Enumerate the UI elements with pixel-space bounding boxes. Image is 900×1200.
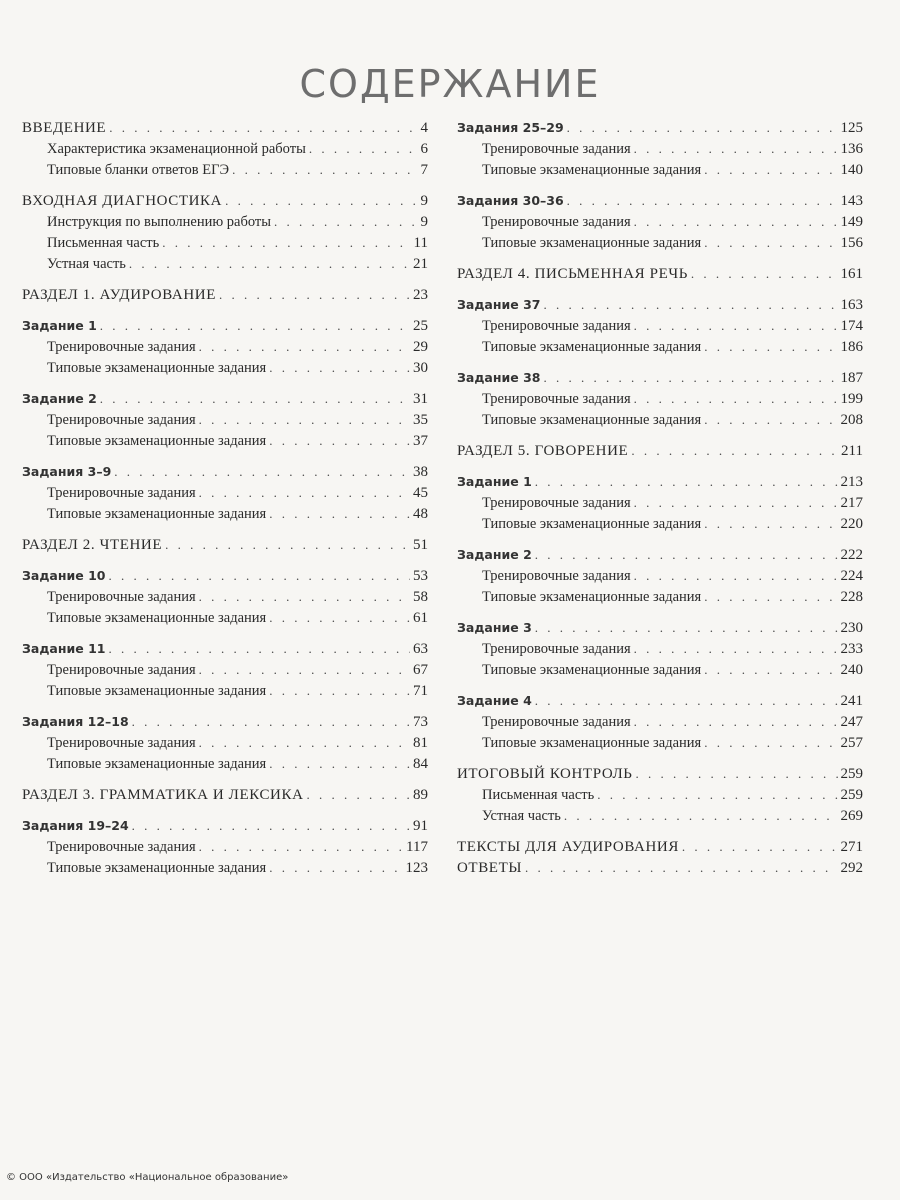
toc-entry-title: Тренировочные задания [482,714,631,730]
toc-gap [22,631,428,641]
toc-sub-row[interactable] [457,370,863,391]
toc-section-row[interactable] [457,443,863,464]
toc-item-row[interactable] [457,214,863,235]
toc-sub-row[interactable] [22,464,428,485]
toc-page-number: 233 [840,641,863,657]
toc-item-row[interactable] [22,839,428,860]
dot-leader [199,339,410,355]
toc-page-number: 30 [413,360,428,376]
toc-entry-title: Характеристика экзаменационной работы [47,141,306,157]
toc-page-number: 163 [840,297,863,313]
toc-page-number: 224 [840,568,863,584]
toc-entry-title: Тренировочные задания [47,839,196,855]
toc-page-number: 187 [840,370,863,386]
toc-sub-row[interactable] [22,714,428,735]
toc-entry-title: Типовые экзаменационные задания [47,506,267,522]
dot-leader [269,360,410,376]
toc-gap [457,433,863,443]
toc-page-number: 228 [840,589,863,605]
toc-entry-title: Устная часть [47,256,126,272]
toc-sub-row[interactable] [457,693,863,714]
toc-sub-row[interactable] [22,391,428,412]
toc-gap [457,537,863,547]
toc-item-row[interactable] [22,506,428,527]
dot-leader [597,787,837,803]
toc-page-number: 257 [840,735,863,751]
toc-entry-title: Типовые экзаменационные задания [47,360,267,376]
toc-entry-title: РАЗДЕЛ 5. ГОВОРЕНИЕ [457,443,629,459]
toc-page-number: 222 [840,547,863,563]
toc-entry-title: Тренировочные задания [482,641,631,657]
dot-leader [199,589,410,605]
dot-leader [114,464,410,480]
toc-entry-title: Задание 37 [457,297,541,312]
toc-page-number: 271 [840,839,863,855]
toc-item-row[interactable] [22,360,428,381]
dot-leader [535,620,838,636]
toc-item-row[interactable] [457,714,863,735]
dot-leader [132,818,410,834]
toc-entry-title: Типовые экзаменационные задания [482,339,702,355]
toc-item-row[interactable] [22,860,428,881]
toc-entry-title: Тренировочные задания [47,735,196,751]
toc-page-number: 25 [413,318,428,334]
toc-entry-title: Задания 12–18 [22,714,129,729]
toc-entry-title: РАЗДЕЛ 2. ЧТЕНИЕ [22,537,163,553]
dot-leader [704,235,837,251]
toc-page-number: 48 [413,506,428,522]
dot-leader [162,235,410,251]
toc-item-row[interactable] [22,235,428,256]
toc-page-number: 71 [413,683,428,699]
toc-item-row[interactable] [22,662,428,683]
toc-sub-row[interactable] [22,818,428,839]
toc-page-number: 91 [413,818,428,834]
toc-page-number: 269 [840,808,863,824]
dot-leader [109,120,417,136]
toc-item-row[interactable] [22,485,428,506]
toc-item-row[interactable] [457,662,863,683]
toc-gap [22,558,428,568]
toc-item-row[interactable] [457,339,863,360]
toc-sub-row[interactable] [457,547,863,568]
toc-sub-row[interactable] [22,318,428,339]
toc-item-row[interactable] [22,735,428,756]
toc-gap [457,183,863,193]
toc-entry-title: РАЗДЕЛ 3. ГРАММАТИКА И ЛЕКСИКА [22,787,304,803]
toc-page-number: 67 [413,662,428,678]
dot-leader [704,589,837,605]
toc-entry-title: Типовые экзаменационные задания [482,662,702,678]
toc-entry-title: Тренировочные задания [47,412,196,428]
dot-leader [225,193,417,209]
toc-entry-title: Типовые экзаменационные задания [47,610,267,626]
toc-page-number: 213 [840,474,863,490]
toc-page-number: 220 [840,516,863,532]
copyright-footer: © ООО «Издательство «Национальное образование» [6,1172,289,1183]
dot-leader [269,683,410,699]
toc-entry-title: Инструкция по выполнению работы [47,214,271,230]
toc-page-number: 199 [840,391,863,407]
toc-entry-title: Тренировочные задания [482,495,631,511]
toc-item-row[interactable] [457,589,863,610]
dot-leader [307,787,410,803]
toc-entry-title: РАЗДЕЛ 1. АУДИРОВАНИЕ [22,287,216,303]
toc-entry-title: Устная часть [482,808,561,824]
toc-item-row[interactable] [457,162,863,183]
toc-gap [22,454,428,464]
dot-leader [199,412,410,428]
dot-leader [704,412,837,428]
toc-page-number: 186 [840,339,863,355]
toc-entry-title: Типовые экзаменационные задания [47,433,267,449]
toc-item-row[interactable] [457,141,863,162]
toc-entry-title: Типовые экзаменационные задания [47,756,267,772]
toc-gap [22,183,428,193]
dot-leader [631,443,838,459]
toc-page-number: 53 [413,568,428,584]
toc-page-number: 6 [420,141,428,157]
dot-leader [704,162,837,178]
toc-item-row[interactable] [457,318,863,339]
toc-entry-title: Тренировочные задания [47,662,196,678]
dot-leader [165,537,410,553]
toc-page-number: 29 [413,339,428,355]
toc-page-number: 58 [413,589,428,605]
toc-entry-title: Типовые экзаменационные задания [482,162,702,178]
toc-gap [457,464,863,474]
toc-entry-title: Задание 4 [457,693,532,708]
toc-page-number: 247 [840,714,863,730]
toc-page-number: 11 [413,235,428,251]
dot-leader [232,162,417,178]
toc-page-number: 117 [406,839,428,855]
toc-entry-title: Задания 19–24 [22,818,129,833]
dot-leader [682,839,838,855]
toc-page-number: 292 [840,860,863,876]
toc-page-number: 211 [841,443,863,459]
toc-entry-title: Задание 11 [22,641,106,656]
toc-page-number: 230 [840,620,863,636]
toc-entry-title: Типовые экзаменационные задания [47,683,267,699]
toc-page-number: 45 [413,485,428,501]
dot-leader [636,766,838,782]
toc-page-number: 4 [420,120,428,136]
toc-page-number: 259 [840,766,863,782]
toc-sub-row[interactable] [457,297,863,318]
toc-item-row[interactable] [457,516,863,537]
toc-item-row[interactable] [457,568,863,589]
toc-item-row[interactable] [457,495,863,516]
toc-gap [457,829,863,839]
toc-entry-title: Задание 2 [22,391,97,406]
toc-page-number: 84 [413,756,428,772]
toc-item-row[interactable] [457,235,863,256]
dot-leader [274,214,418,230]
toc-entry-title: Тренировочные задания [47,339,196,355]
toc-gap [22,527,428,537]
toc-page-number: 23 [413,287,428,303]
toc-gap [22,704,428,714]
toc-section-row[interactable] [457,766,863,787]
dot-leader [525,860,837,876]
toc-section-row[interactable] [457,266,863,287]
toc-gap [22,777,428,787]
dot-leader [704,339,837,355]
toc-entry-title: ВВЕДЕНИЕ [22,120,107,136]
toc-page-number: 240 [840,662,863,678]
toc-entry-title: Типовые экзаменационные задания [482,516,702,532]
dot-leader [567,120,838,136]
toc-gap [22,308,428,318]
dot-leader [634,641,838,657]
dot-leader [691,266,838,282]
toc-item-row[interactable] [22,756,428,777]
dot-leader [269,506,410,522]
toc-page-number: 37 [413,433,428,449]
toc-entry-title: Задание 2 [457,547,532,562]
toc-entry-title: ИТОГОВЫЙ КОНТРОЛЬ [457,766,633,782]
page-title: СОДЕРЖАНИЕ [299,62,601,106]
dot-leader [634,495,838,511]
toc-gap [22,808,428,818]
toc-gap [22,381,428,391]
toc-right-column [457,120,863,881]
dot-leader [543,370,837,386]
toc-entry-title: Задание 1 [457,474,532,489]
toc-entry-title: Тренировочные задания [482,391,631,407]
toc-page-number: 259 [840,787,863,803]
toc-entry-title: Задание 3 [457,620,532,635]
toc-section-row[interactable] [457,839,863,860]
toc-section-row[interactable] [22,287,428,308]
toc-entry-title: Типовые экзаменационные задания [482,735,702,751]
toc-page-number: 9 [420,193,428,209]
toc-section-row[interactable] [22,537,428,558]
toc-entry-title: Задание 1 [22,318,97,333]
toc-entry-title: Задание 38 [457,370,541,385]
toc-entry-title: ВХОДНАЯ ДИАГНОСТИКА [22,193,223,209]
dot-leader [634,318,838,334]
toc-page-number: 73 [413,714,428,730]
toc-entry-title: Типовые экзаменационные задания [47,860,267,876]
toc-gap [457,756,863,766]
toc-sub-row[interactable] [457,474,863,495]
toc-item-row[interactable] [22,683,428,704]
toc-entry-title: ТЕКСТЫ ДЛЯ АУДИРОВАНИЯ [457,839,679,855]
toc-sub-row[interactable] [457,193,863,214]
dot-leader [704,662,837,678]
toc-sub-row[interactable] [22,568,428,589]
toc-page-number: 61 [413,610,428,626]
toc-entry-title: Типовые экзаменационные задания [482,589,702,605]
toc-entry-title: Тренировочные задания [482,141,631,157]
toc-item-row[interactable] [457,787,863,808]
dot-leader [564,808,838,824]
toc-entry-title: Письменная часть [482,787,595,803]
dot-leader [129,256,410,272]
toc-gap [457,683,863,693]
toc-gap [22,277,428,287]
toc-entry-title: Тренировочные задания [47,485,196,501]
dot-leader [269,610,410,626]
toc-item-row[interactable] [22,412,428,433]
toc-entry-title: Тренировочные задания [482,568,631,584]
toc-page-number: 123 [405,860,428,876]
toc-page-number: 31 [413,391,428,407]
toc-item-row[interactable] [22,589,428,610]
toc-section-row[interactable] [22,787,428,808]
toc-entry-title: Типовые экзаменационные задания [482,412,702,428]
toc-entry-title: ОТВЕТЫ [457,860,523,876]
toc-entry-title: Тренировочные задания [482,318,631,334]
toc-item-row[interactable] [457,412,863,433]
dot-leader [535,693,838,709]
toc-page-number: 63 [413,641,428,657]
toc-entry-title: Тренировочные задания [47,589,196,605]
toc-item-row[interactable] [22,433,428,454]
toc-item-row[interactable] [22,256,428,277]
toc-gap [457,256,863,266]
toc-gap [457,287,863,297]
dot-leader [543,297,837,313]
toc-entry-title: РАЗДЕЛ 4. ПИСЬМЕННАЯ РЕЧЬ [457,266,688,282]
toc-page-number: 174 [840,318,863,334]
dot-leader [199,662,410,678]
dot-leader [634,214,838,230]
toc-page-number: 125 [840,120,863,136]
toc-section-row[interactable] [457,860,863,881]
dot-leader [704,735,837,751]
toc-page-number: 140 [840,162,863,178]
dot-leader [219,287,410,303]
toc-sub-row[interactable] [457,620,863,641]
dot-leader [199,485,410,501]
dot-leader [269,756,410,772]
toc-page-number: 143 [840,193,863,209]
toc-page-number: 136 [840,141,863,157]
toc-item-row[interactable] [457,391,863,412]
toc-item-row[interactable] [22,339,428,360]
dot-leader [704,516,837,532]
dot-leader [199,735,410,751]
dot-leader [100,391,410,407]
dot-leader [132,714,410,730]
dot-leader [535,547,838,563]
toc-item-row[interactable] [22,214,428,235]
toc-item-row[interactable] [457,808,863,829]
toc-page-number: 7 [420,162,428,178]
toc-sub-row[interactable] [22,641,428,662]
toc-entry-title: Задания 3–9 [22,464,112,479]
toc-item-row[interactable] [457,641,863,662]
dot-leader [108,641,410,657]
toc-gap [457,360,863,370]
dot-leader [269,433,410,449]
toc-entry-title: Типовые бланки ответов ЕГЭ [47,162,230,178]
dot-leader [309,141,418,157]
toc-item-row[interactable] [22,162,428,183]
dot-leader [634,714,838,730]
toc-item-row[interactable] [457,735,863,756]
toc-entry-title: Задания 25–29 [457,120,564,135]
toc-page-number: 161 [840,266,863,282]
toc-page-number: 51 [413,537,428,553]
dot-leader [108,568,410,584]
dot-leader [269,860,402,876]
dot-leader [199,839,403,855]
toc-left-column [22,120,428,881]
toc-page-number: 81 [413,735,428,751]
dot-leader [535,474,838,490]
toc-entry-title: Тренировочные задания [482,214,631,230]
toc-page-number: 21 [413,256,428,272]
toc-page-number: 89 [413,787,428,803]
toc-item-row[interactable] [22,610,428,631]
toc-item-row[interactable] [22,141,428,162]
toc-page-number: 35 [413,412,428,428]
toc-entry-title: Задания 30–36 [457,193,564,208]
toc-page-number: 9 [420,214,428,230]
dot-leader [634,391,838,407]
toc-page-number: 149 [840,214,863,230]
toc-page-number: 38 [413,464,428,480]
dot-leader [634,568,838,584]
dot-leader [567,193,838,209]
toc-entry-title: Письменная часть [47,235,160,251]
toc-page-number: 156 [840,235,863,251]
toc-gap [457,610,863,620]
toc-section-row[interactable] [22,193,428,214]
toc-entry-title: Задание 10 [22,568,106,583]
toc-sub-row[interactable] [457,120,863,141]
toc-page-number: 217 [840,495,863,511]
dot-leader [100,318,410,334]
toc-section-row[interactable] [22,120,428,141]
dot-leader [634,141,838,157]
toc-page-number: 241 [840,693,863,709]
toc-page-number: 208 [840,412,863,428]
toc-entry-title: Типовые экзаменационные задания [482,235,702,251]
